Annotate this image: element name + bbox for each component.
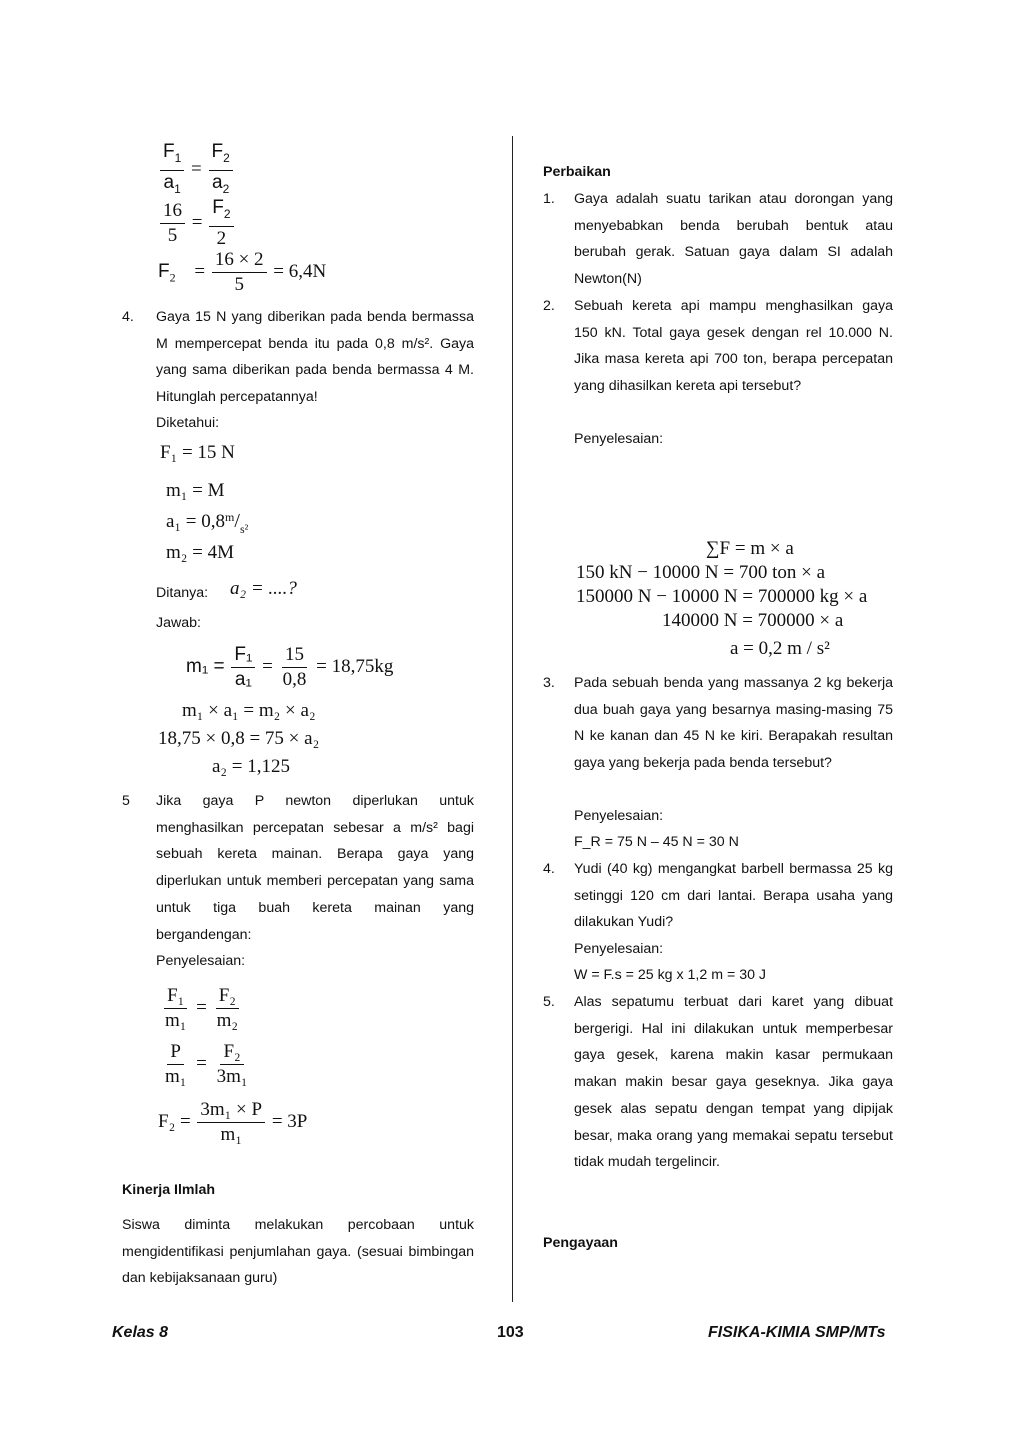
right-item-2 [543,293,893,427]
right-item-3 [543,670,893,804]
answer-work: W = F.s = 25 kg x 1,2 m = 30 J [574,967,767,983]
item-text: Gaya adalah suatu tarikan atau dorongan yang menyebabkan benda berubah bentuk atau berubah gerak. Satuan gaya dalam SI adalah Newton(N) [574,191,893,288]
right-item-1 [543,186,893,294]
penyelesaian-label: Penyelesaian: [574,431,664,447]
calc-line-4: 140000 N = 700000 × a [662,610,844,631]
calc-line-3: 150000 N − 10000 N = 700000 kg × a [576,586,868,607]
jawab-label: Jawab: [156,615,201,631]
diketahui-label: Diketahui: [156,415,220,431]
item-number: 4. [543,861,555,877]
answer-force-equality: m₁ × a₁ = m₂ × a₂ [182,700,316,721]
given-f1: F₁ = 15 N [160,442,235,463]
page-number: 103 [497,1324,524,1341]
column-divider [512,136,513,1302]
item-number: 5. [543,994,555,1010]
penyelesaian-label: Penyelesaian: [156,953,246,969]
equation-ratio-f-m: $\frac{\text{F₁}}{\text{m₁}}$ = $\frac{\text{F₂}}{\text{m₂}}$ [165,985,239,1031]
item-text: Sebuah kereta api mampu menghasilkan gaya 150 kN. Total gaya gesek dengan rel 10.000 N. Jika masa kereta api 700 ton, berapa percepatan yang dihasilkan kereta api tersebut? [574,298,893,395]
item-text: Alas sepatumu terbuat dari karet yang dibuat bergerigi. Hal ini dilakukan untuk memperbesar gaya gesek, karena makin kasar permukaan makan makin besar gaya geseknya. Jika gaya gesek alas sepatu dengan tempat yang dipijak besar, maka orang yang memakai sepatu tersebut tidak mudah tergelincir. [574,994,893,1171]
item-number: 2. [543,298,555,314]
calc-result: a = 0,2 m / s² [730,638,830,659]
given-a1: $a_1 = 0,8^m/_{s^2}$ [166,510,249,536]
right-item-5 [543,989,893,1203]
ditanya-label: Ditanya: [156,585,209,601]
left-item-5 [122,788,474,948]
calc-line-2: 150 kN − 10000 N = 700 ton × a [576,562,826,583]
item-text: Jika gaya P newton diperlukan untuk menghasilkan percepatan sebesar a m/s² bagi sebuah kereta mainan. Berapa gaya yang diperlukan untuk memberi percepatan yang sama untuk tiga buah kereta mainan yang bergandengan: [156,793,474,943]
kinerja-text: Siswa diminta melakukan percobaan untuk mengidentifikasi penjumlahan gaya. (sesuai bimbingan dan kebijaksanaan guru) [122,1217,474,1287]
equation-sixteen-over-five: $\frac{16}{5}$ = $\frac{F_2}{2}$ [158,196,236,251]
kinerja-heading: Kinerja Ilmlah [122,1182,216,1198]
item-text: Gaya 15 N yang diberikan pada benda bermassa M mempercepat benda itu pada 0,8 m/s². Gaya yang sama diberikan pada benda bermassa 4 M. Hitunglah percepatannya! [156,309,474,406]
item-number: 5 [122,793,130,809]
penyelesaian-label: Penyelesaian: [574,941,664,957]
given-m2: m₂ = 4M [166,542,235,563]
calc-sum-force: ∑F = m × a [706,538,794,559]
right-item-4 [543,856,893,936]
footer-subject: FISIKA-KIMIA SMP/MTs [708,1324,886,1341]
item-text: Pada sebuah benda yang massanya 2 kg bekerja dua buah gaya yang besarnya masing-masing 75 N ke kanan dan 45 N ke kiri. Berapakah resultan gaya yang bekerja pada benda tersebut? [574,675,893,772]
perbaikan-heading: Perbaikan [543,164,611,180]
answer-resultant: F_R = 75 N – 45 N = 30 N [574,834,739,850]
item-number: 1. [543,191,555,207]
answer-substitution: 18,75 × 0,8 = 75 × a₂ [158,728,320,749]
answer-m1: m₁ = $\frac{\text{F₁}}{\text{a₁}}$ = $\frac{15}{0,8}$ = 18,75kg [186,644,394,690]
asked-a2: a₂ = ....? [230,578,297,599]
item-number: 3. [543,675,555,691]
equation-ratio-p-m: $\frac{P}{\text{m₁}}$ = $\frac{\text{F₂}}{\text{3m₁}}$ [165,1041,248,1087]
equation-ratio-f-a: $\frac{F_1}{a_1}$ = $\frac{F_2}{a_2}$ [158,140,235,201]
answer-a2: a₂ = 1,125 [212,756,291,777]
item-text: Yudi (40 kg) mengangkat barbell bermassa 25 kg setinggi 120 cm dari lantai. Berapa usaha yang dilakukan Yudi? [574,861,893,931]
penyelesaian-label: Penyelesaian: [574,808,664,824]
pengayaan-heading: Pengayaan [543,1235,618,1251]
given-m1: m₁ = M [166,480,225,501]
footer-class: Kelas 8 [112,1324,169,1341]
left-item-4 [122,304,474,424]
equation-f2-result: $F_2$ = $\frac{16 \times 2}{5}$ = 6,4N [158,249,327,295]
equation-f2-3p: F₂ = $\frac{\text{3m₁ × P}}{\text{m₁}}$ = 3P [158,1099,308,1145]
item-number: 4. [122,309,134,325]
